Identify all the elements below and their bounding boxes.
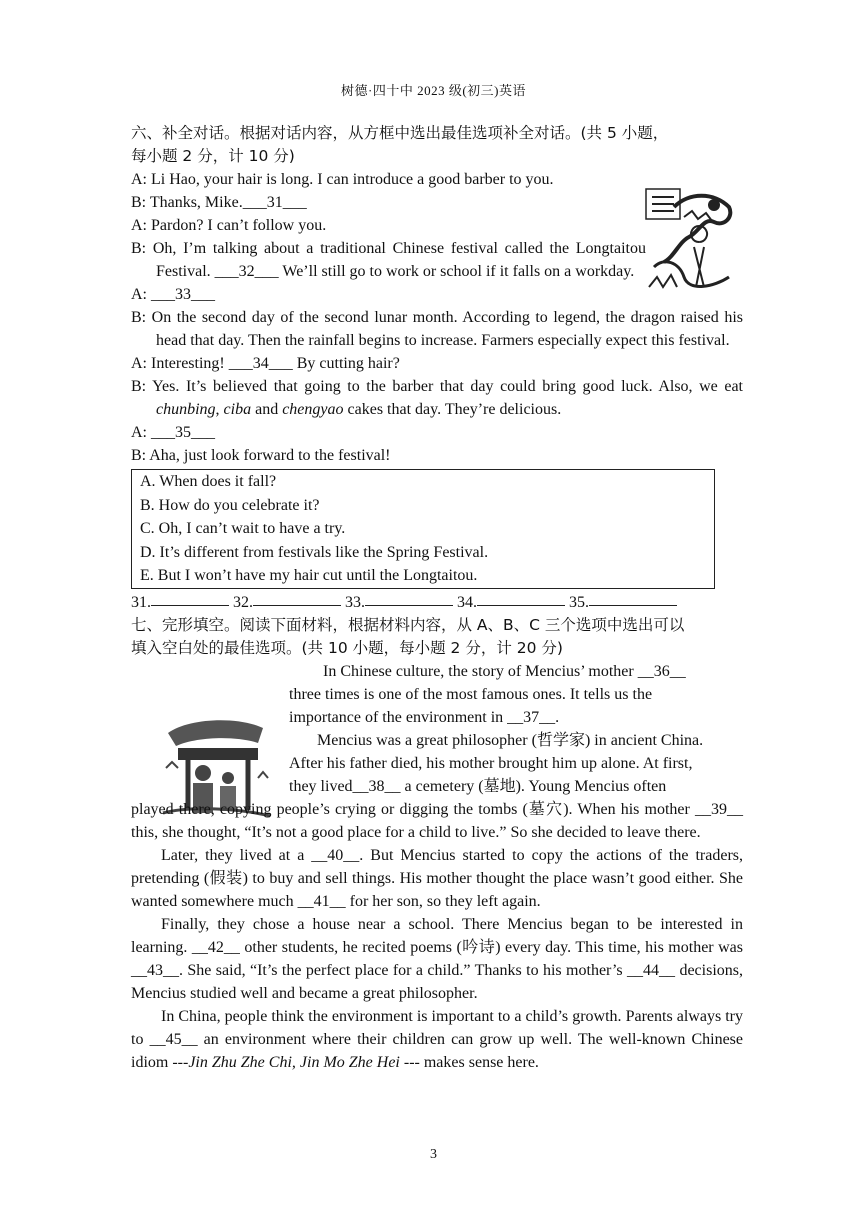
dialogue-line: A: Pardon? I can’t follow you.	[131, 217, 327, 234]
option-item: B. How do you celebrate it?	[140, 496, 320, 514]
answer-line	[131, 591, 743, 614]
passage-paragraph: Finally, they chose a house near a school. There Mencius began to be interested in learning. __42__ other students, he recited poems (吟诗) every day. This time, his mother was __43__. She said, “It’s the perfect place for a child.” Thanks to his mother’s __44__ decisions, Mencius studied well and became a great philosopher.	[131, 915, 743, 1002]
dialogue-line	[131, 375, 743, 421]
answer-number: 34.	[457, 593, 477, 611]
section7-title: 七、完形填空。阅读下面材料，根据材料内容，从 A、B、C 三个选项中选出可以	[131, 615, 685, 634]
page-number: 3	[430, 1147, 437, 1162]
answer-blank[interactable]	[477, 591, 565, 606]
option-item: C. Oh, I can’t wait to have a try.	[140, 520, 346, 537]
dialogue-line: B: Oh, I’m talking about a traditional Chinese festival called the Longtaitou Festival. ___32___ We’ll still go to work or school if it falls on a workday.	[131, 240, 646, 280]
answer-blank[interactable]	[589, 591, 677, 606]
passage-line: Mencius was a great philosopher (哲学家) in ancient China.	[317, 731, 704, 749]
answer-number: 35.	[569, 593, 589, 611]
dialogue-line: B: Thanks, Mike.___31___	[131, 194, 307, 211]
page-header: 树德·四十中 2023 级(初三)英语	[341, 83, 526, 98]
passage-line: three times is one of the most famous ones. It tells us the	[289, 685, 653, 703]
dialogue-text: and	[251, 401, 283, 418]
passage-wrapped	[289, 660, 743, 798]
answer-blank[interactable]	[151, 591, 229, 606]
passage-paragraph: played there, copying people’s crying or digging the tombs (墓穴). When his mother __39__ this, she thought, “It’s not a good place for a child to live.” So she decided to leave there.	[131, 800, 743, 841]
page-content	[131, 122, 743, 1074]
dialogue-text: B: Yes. It’s believed that going to the barber that day could bring good luck. Also, we eat	[131, 378, 743, 395]
dialogue-line: A: ___33___	[131, 286, 215, 303]
dialogue-line: A: ___35___	[131, 424, 215, 441]
passage-line: In Chinese culture, the story of Mencius’ mother __36__	[323, 662, 686, 680]
passage-line: importance of the environment in __37__.	[289, 708, 560, 726]
answer-number: 33.	[345, 593, 365, 611]
passage-text: --- makes sense here.	[399, 1053, 539, 1071]
chinese-idiom: Jin Zhu Zhe Chi, Jin Mo Zhe Hei	[188, 1053, 400, 1071]
passage-line: they lived__38__ a cemetery (墓地). Young Mencius often	[289, 777, 667, 795]
passage-text: In China, people think the environment is important to a child’s growth. Parents always try to __45__ an environment where their children can grow up well. The well-known Chinese idiom ---	[131, 1007, 743, 1071]
passage-paragraph	[131, 1005, 743, 1074]
answer-blank[interactable]	[253, 591, 341, 606]
dialogue-text: ,	[215, 401, 224, 418]
passage-paragraph: Later, they lived at a __40__. But Mencius started to copy the actions of the traders, pretending (假装) to buy and sell things. His mother thought the place wasn’t good either. She wanted somewhere much __41__ for her son, so they left again.	[131, 846, 743, 910]
food-term: chunbing	[156, 401, 216, 418]
option-item: D. It’s different from festivals like the Spring Festival.	[140, 543, 489, 561]
section7-title-cont: 填入空白处的最佳选项。(共 10 小题，每小题 2 分，计 20 分)	[131, 638, 563, 657]
options-box	[131, 469, 715, 589]
dialogue-text: cakes that day. They’re delicious.	[343, 401, 562, 418]
dialogue-line: A: Li Hao, your hair is long. I can introduce a good barber to you.	[131, 171, 554, 188]
dialogue-line: B: Aha, just look forward to the festival!	[131, 447, 391, 464]
dialogue-line: A: Interesting! ___34___ By cutting hair?	[131, 355, 400, 372]
answer-number: 31.	[131, 593, 151, 611]
section6-title-cont: 每小题 2 分，计 10 分)	[131, 147, 295, 165]
option-item: E. But I won’t have my hair cut until the Longtaitou.	[140, 567, 478, 584]
answer-blank[interactable]	[365, 591, 453, 606]
food-term: ciba	[223, 401, 252, 418]
dialogue-line: B: On the second day of the second lunar month. According to legend, the dragon raised his head that day. Then the rainfall begins to increase. Farmers especially expect this festival.	[131, 309, 743, 349]
passage-line: After his father died, his mother brought him up alone. At first,	[289, 754, 693, 772]
food-term: chengyao	[282, 401, 344, 418]
option-item: A. When does it fall?	[140, 473, 277, 490]
section6-title: 六、补全对话。根据对话内容，从方框中选出最佳选项补全对话。(共 5 小题，	[131, 124, 669, 142]
answer-number: 32.	[233, 593, 253, 611]
